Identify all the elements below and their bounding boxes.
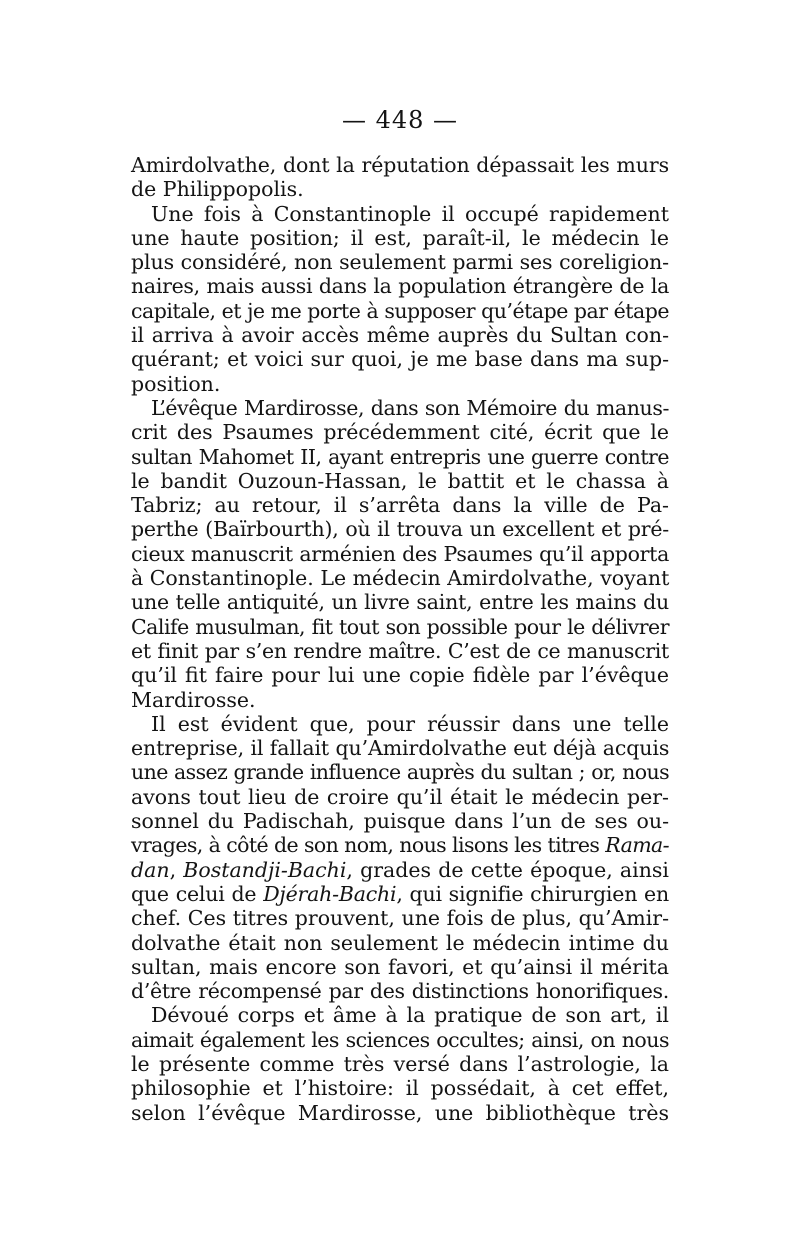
text-line: une haute position; il est, paraît-il, le médecin le [131,225,669,250]
text-line: philosophie et l’histoire: il possédait, à cet effet, [131,1076,669,1101]
text-line: aimait également les sciences occultes; ainsi, on nous [131,1027,669,1052]
text-line: d’être récompensé par des distinctions honorifiques. [131,979,669,1004]
text-line: Amirdolvathe, dont la réputation dépassait les murs [131,153,669,177]
text-line: sultan, mais encore son favori, et qu’ainsi il mérita [131,954,669,979]
text-line: il arriva à avoir accès même auprès du Sultan con- [131,323,669,348]
text-line [131,858,669,882]
text-line: naires, mais aussi dans la population étrangère de la [131,274,669,299]
text-line: le bandit Ouzoun-Hassan, le battit et le chassa à [131,468,669,493]
text-line: une assez grande influence auprès du sultan ; or, nous [131,760,669,785]
text-run: que celui de [131,881,264,906]
text-line: et finit par s’en rendre maître. C’est de ce manuscrit [131,638,669,663]
text-line: position. [131,371,221,396]
text-run: , grades de cette époque, ainsi [346,857,669,882]
text-line: L’évêque Mardirosse, dans son Mémoire du manus- [151,395,669,420]
page-number: — 448 — [341,106,459,134]
text-line: Une fois à Constantinople il occupé rapidement [151,201,669,226]
text-line: quérant; et voici sur quoi, je me base dans ma sup- [131,347,669,372]
text-line: plus considéré, non seulement parmi ses coreligion- [131,250,669,275]
text-line: entreprise, il fallait qu’Amirdolvathe eut déjà acquis [131,736,670,761]
text-line: le présente comme très versé dans l’astrologie, la [131,1051,669,1076]
text-line: une telle antiquité, un livre saint, entre les mains du [131,590,669,615]
text-line: dolvathe était non seulement le médecin intime du [131,930,669,955]
text-line: qu’il fit faire pour lui une copie fidèle par l’évêque [131,663,669,688]
text-line: capitale, et je me porte à supposer qu’étape par étape [131,298,669,323]
text-line: Il est évident que, pour réussir dans une telle [151,711,669,736]
italic-title: Djérah-Bachi [263,881,397,906]
text-line: Tabriz; au retour, il s’arrêta dans la ville de Pa- [131,493,669,518]
text-line: à Constantinople. Le médecin Amirdolvathe, voyant [131,566,670,591]
body-text [131,153,669,1125]
text-line: Dévoué corps et âme à la pratique de son art, il [151,1003,669,1028]
text-line: chef. Ces titres prouvent, une fois de plus, qu’Amir- [131,906,669,931]
text-run: , qui signifie chirurgien en [396,881,669,906]
text-line: perthe (Baïrbourth), où il trouva un excellent et pré- [131,517,669,542]
italic-title: Rama- [605,833,669,858]
italic-title: dan [131,857,170,882]
text-line [131,833,669,857]
text-line: avons tout lieu de croire qu’il était le médecin per- [131,784,669,809]
text-line: crit des Psaumes précédemment cité, écrit que le [131,420,669,445]
text-line: Calife musulman, fit tout son possible pour le délivrer [131,614,669,639]
text-line: cieux manuscrit arménien des Psaumes qu’il apporta [131,541,669,566]
text-line: Mardirosse. [131,687,256,712]
text-line: sultan Mahomet II, ayant entrepris une guerre contre [131,444,669,469]
text-line [131,882,669,906]
text-line: selon l’évêque Mardirosse, une bibliothèque très [131,1100,669,1125]
italic-title: Bostandji-Bachi [183,857,347,882]
text-run: , [169,857,184,882]
text-line: sonnel du Padischah, puisque dans l’un de ses ou- [131,809,669,834]
text-run: vrages, à côté de son nom, nous lisons les titres [131,833,606,858]
text-line: de Philippopolis. [131,177,304,202]
